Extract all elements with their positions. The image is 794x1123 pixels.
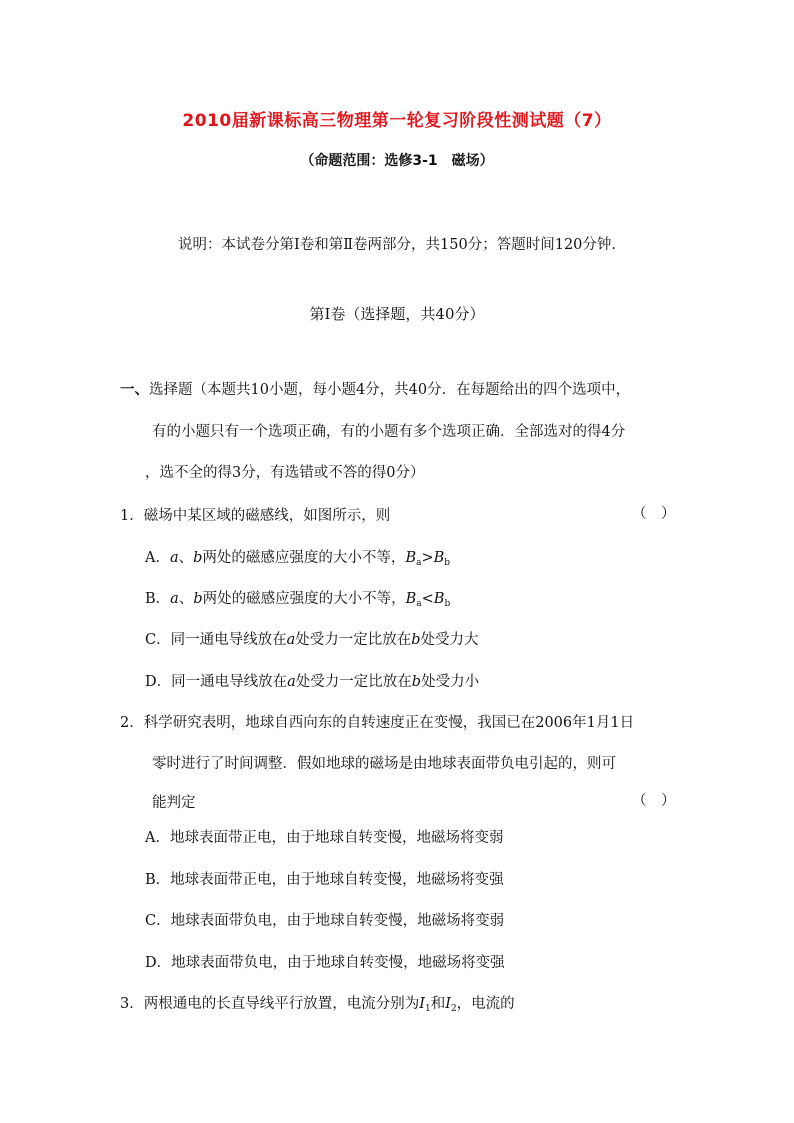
part-number: 一、 bbox=[120, 382, 149, 398]
part-heading-line-1 bbox=[120, 378, 630, 399]
part-instruction: 选择题（本题共10小题，每小题4分，共40分．在每题给出的四个选项中， bbox=[149, 382, 631, 398]
section-heading: 第Ⅰ卷（选择题，共40分） bbox=[309, 305, 485, 323]
question-2-option-b: B．地球表面带正电，由于地球自转变慢，地磁场将变强 bbox=[145, 872, 504, 888]
question-1-option-d: D．同一通电导线放在a处受力一定比放在b处受力小 bbox=[145, 674, 480, 690]
question-3-stem: 3．两根通电的长直导线平行放置，电流分别为$I_1$和$I_2$，电流的 bbox=[120, 996, 515, 1014]
question-2-option-c: C．地球表面带负电，由于地球自转变慢，地磁场将变弱 bbox=[145, 913, 505, 929]
document-title: 2010届新课标高三物理第一轮复习阶段性测试题（7） bbox=[182, 111, 612, 131]
document-subtitle: （命题范围：选修3-1 磁场） bbox=[300, 153, 494, 169]
question-1-option-b: B．a、b两处的磁感应强度的大小不等，$B_a<B_b$ bbox=[145, 591, 451, 609]
question-1-stem: 1．磁场中某区域的磁感线，如图所示，则 bbox=[120, 508, 391, 524]
part-heading-line-3: ，选不全的得3分，有选错或不答的得0分） bbox=[145, 465, 425, 481]
question-2-stem-line-3: 能判定 bbox=[152, 795, 196, 811]
exam-note: 说明：本试卷分第Ⅰ卷和第Ⅱ卷两部分，共150分；答题时间120分钟. bbox=[177, 237, 617, 253]
question-2-option-a: A．地球表面带正电，由于地球自转变慢，地磁场将变弱 bbox=[145, 830, 504, 846]
question-1-answer-blank: （ ） bbox=[632, 506, 676, 522]
question-2-stem-line-2: 零时进行了时间调整．假如地球的磁场是由地球表面带负电引起的，则可 bbox=[152, 756, 616, 772]
part-heading-line-2: 有的小题只有一个选项正确，有的小题有多个选项正确．全部选对的得4分 bbox=[152, 424, 626, 440]
question-2-stem-line-1: 2．科学研究表明，地球自西向东的自转速度正在变慢，我国已在2006年1月1日 bbox=[120, 715, 635, 731]
question-2-option-d: D．地球表面带负电，由于地球自转变慢，地磁场将变强 bbox=[145, 955, 505, 971]
question-1-option-a: A．a、b两处的磁感应强度的大小不等，$B_a>B_b$ bbox=[145, 550, 451, 568]
question-2-answer-blank: （ ） bbox=[632, 793, 676, 809]
question-1-option-c: C．同一通电导线放在a处受力一定比放在b处受力大 bbox=[145, 632, 479, 648]
